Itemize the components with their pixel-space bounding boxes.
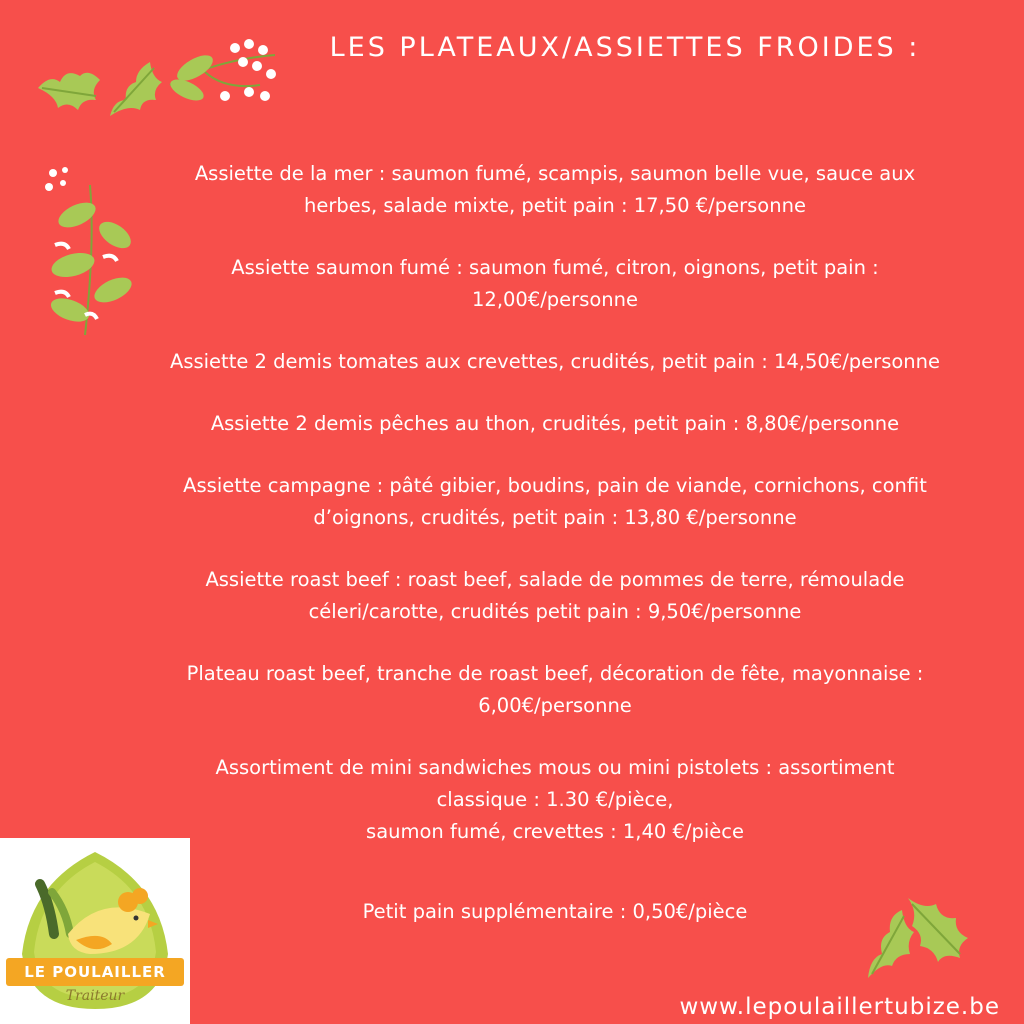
menu-item-line: herbes, salade mixte, petit pain : 17,50 €/personne (304, 194, 806, 217)
menu-item-line: 12,00€/personne (472, 288, 638, 311)
logo-name: LE POULAILLER (6, 958, 184, 986)
menu-item-line: Plateau roast beef, tranche de roast beef, décoration de fête, mayonnaise : (186, 662, 924, 685)
menu-item (95, 752, 1015, 848)
holly-icon (30, 38, 170, 128)
menu-item-line: Assiette 2 demis pêches au thon, crudités, petit pain : 8,80€/personne (210, 412, 900, 435)
menu-item-line: Assiette campagne : pâté gibier, boudins, pain de viande, cornichons, confit (183, 474, 927, 497)
menu-item-line: Assiette de la mer : saumon fumé, scampis, saumon belle vue, sauce aux (194, 162, 916, 185)
page-title: LES PLATEAUX/ASSIETTES FROIDES : (329, 32, 921, 63)
logo-subtitle: Traiteur (65, 988, 125, 1004)
menu-item-line: saumon fumé, crevettes : 1,40 €/pièce (366, 820, 744, 843)
website-link[interactable]: www.lepoulaillertubize.be (679, 994, 1000, 1020)
menu-item-line: 6,00€/personne (478, 694, 632, 717)
menu-item-line: céleri/carotte, crudités petit pain : 9,50€/personne (308, 600, 802, 623)
menu-item-line: classique : 1.30 €/pièce, (436, 788, 674, 811)
menu-item (95, 470, 1015, 534)
menu-item-line: Assortiment de mini sandwiches mous ou mini pistolets : assortiment (215, 756, 895, 779)
menu-item (95, 158, 1015, 222)
menu-item-line: d’oignons, crudités, petit pain : 13,80 €/personne (313, 506, 797, 529)
menu-item (95, 408, 1015, 440)
menu-item-line: Assiette roast beef : roast beef, salade de pommes de terre, rémoulade (205, 568, 905, 591)
menu-item (95, 658, 1015, 722)
mistletoe-branch-icon (165, 30, 280, 110)
menu-item-line: Assiette 2 demis tomates aux crevettes, crudités, petit pain : 14,50€/personne (169, 350, 940, 373)
menu-items (95, 158, 1015, 958)
logo (0, 838, 190, 1024)
menu-item (95, 252, 1015, 316)
menu-item (95, 564, 1015, 628)
menu-item-line: Assiette saumon fumé : saumon fumé, citron, oignons, petit pain : (231, 256, 879, 279)
menu-item (95, 896, 1015, 928)
menu-item (95, 346, 1015, 378)
menu-item-line: Petit pain supplémentaire : 0,50€/pièce (362, 900, 748, 923)
